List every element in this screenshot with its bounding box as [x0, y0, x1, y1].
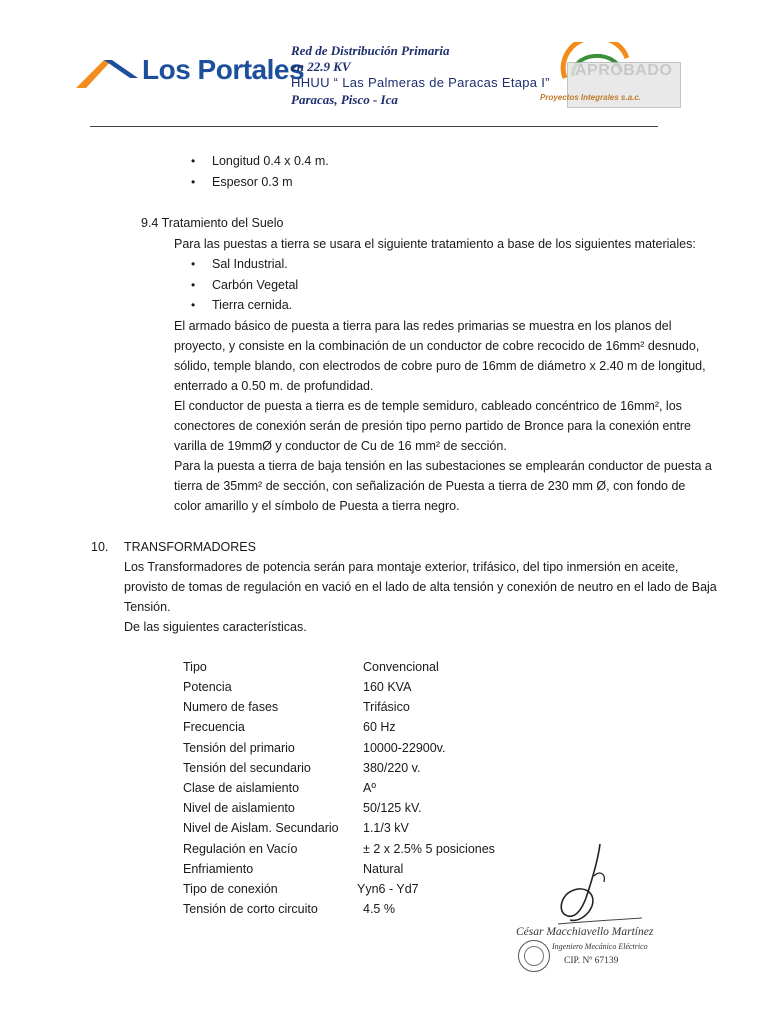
paragraph-line: color amarillo y el símbolo de Puesta a tierra negro.	[174, 499, 460, 513]
paragraph-line: conectores de conexión serán de presión tipo perno partido de Bronce para la conexión entre	[174, 419, 692, 433]
header-divider	[90, 126, 658, 127]
spec-label: Tipo de conexión	[183, 882, 278, 896]
spec-label: Regulación en Vacío	[183, 842, 298, 856]
spec-value: Natural	[363, 862, 404, 876]
bullet-icon: •	[191, 257, 196, 271]
spec-value: 60 Hz	[363, 720, 396, 734]
spec-label: Nivel de aislamiento	[183, 801, 295, 815]
engineer-role: Ingeniero Mecánico Eléctrico	[552, 942, 648, 951]
stamp-word: APROBADO	[575, 62, 673, 79]
paragraph-line: varilla de 19mmØ y conductor de Cu de 16 mm² de sección.	[174, 439, 507, 453]
paragraph-line: proyecto, y consiste en la combinación de un conductor de cobre recocido de 16mm² desnudo,	[174, 339, 700, 353]
paragraph-line: Tensión.	[124, 600, 171, 614]
paragraph-line: El conductor de puesta a tierra es de temple semiduro, cableado concéntrico de 16mm², los	[174, 399, 682, 413]
spec-value: 380/220 v.	[363, 761, 421, 775]
list-item: Longitud 0.4 x 0.4 m.	[212, 154, 329, 168]
paragraph-line: enterrado a 0.50 m. de profundidad.	[174, 379, 374, 393]
bullet-icon: •	[191, 154, 196, 168]
spec-value: ± 2 x 2.5% 5 posiciones	[363, 842, 495, 856]
spec-value: Yyn6 - Yd7	[357, 882, 419, 896]
section-heading-10: TRANSFORMADORES	[124, 540, 256, 554]
list-item: Sal Industrial.	[212, 257, 288, 271]
spec-value: 10000-22900v.	[363, 741, 446, 755]
section-heading-9-4: 9.4 Tratamiento del Suelo	[141, 216, 284, 230]
spec-label: Tensión del primario	[183, 741, 295, 755]
spec-label: Enfriamiento	[183, 862, 254, 876]
spec-value: 4.5 %	[363, 902, 395, 916]
paragraph-line: tierra de 35mm² de sección, con señalización de Puesta a tierra de 230 mm Ø, con fondo de	[174, 479, 686, 493]
spec-label: Numero de fases	[183, 700, 279, 714]
section-number-10: 10.	[91, 540, 109, 554]
spec-value: 160 KVA	[363, 680, 412, 694]
spec-label: Tipo	[183, 660, 207, 674]
logo-text: Los Portales	[142, 54, 305, 85]
bullet-icon: •	[191, 298, 196, 312]
spec-label: Nivel de Aislam. Secundario	[183, 821, 339, 835]
header-title-line-2: en 22.9 KV	[291, 59, 351, 74]
document-header	[0, 0, 768, 130]
spec-label: Potencia	[183, 680, 232, 694]
paragraph-line: Para la puesta a tierra de baja tensión en las subestaciones se emplearán conductor de puesta a	[174, 459, 712, 473]
paragraph-line: Los Transformadores de potencia serán para montaje exterior, trifásico, del tipo inmersión en aceite,	[124, 560, 679, 574]
spec-value: 1.1/3 kV	[363, 821, 409, 835]
spec-label: Frecuencia	[183, 720, 245, 734]
paragraph-line: De las siguientes características.	[124, 620, 307, 634]
list-item: Carbón Vegetal	[212, 278, 299, 292]
roof-logo-icon	[76, 54, 140, 88]
spec-value: Convencional	[363, 660, 439, 674]
handwritten-signature-icon	[500, 840, 660, 930]
paragraph-line: Para las puestas a tierra se usara el siguiente tratamiento a base de los siguientes materiales:	[174, 237, 696, 251]
spec-label: Tensión de corto circuito	[183, 902, 318, 916]
paragraph-line: sólido, temple blando, con electrodos de cobre puro de 16mm de diámetro x 2.40 m de longitud,	[174, 359, 706, 373]
header-title-line-1: Red de Distribución Primaria	[291, 43, 450, 58]
approval-stamp	[535, 42, 685, 114]
spec-label: Clase de aislamiento	[183, 781, 300, 795]
paragraph-line: provisto de tomas de regulación en vació en el lado de alta tensión y conexión de neutro en el lado de Baja	[124, 580, 717, 594]
spec-label: Tensión del secundario	[183, 761, 311, 775]
engineer-signature-block	[500, 840, 660, 980]
header-title-line-4: Paracas, Pisco - Ica	[291, 92, 398, 107]
stamp-company: Proyectos Integrales s.a.c.	[540, 93, 641, 102]
paragraph-line: El armado básico de puesta a tierra para las redes primarias se muestra en los planos del	[174, 319, 672, 333]
engineer-cip: CIP. Nº 67139	[564, 956, 619, 966]
spec-value: Aº	[363, 781, 376, 795]
engineer-name: César Macchiavello Martínez	[516, 926, 654, 938]
list-item: Espesor 0.3 m	[212, 175, 293, 189]
spec-value: 50/125 kV.	[363, 801, 422, 815]
header-title-line-3: HHUU “ Las Palmeras de Paracas Etapa I”	[291, 75, 550, 90]
spec-value: Trifásico	[363, 700, 410, 714]
bullet-icon: •	[191, 278, 196, 292]
bullet-icon: •	[191, 175, 196, 189]
engineer-seal-icon	[518, 940, 550, 972]
list-item: Tierra cernida.	[212, 298, 293, 312]
los-portales-logo	[76, 52, 305, 96]
